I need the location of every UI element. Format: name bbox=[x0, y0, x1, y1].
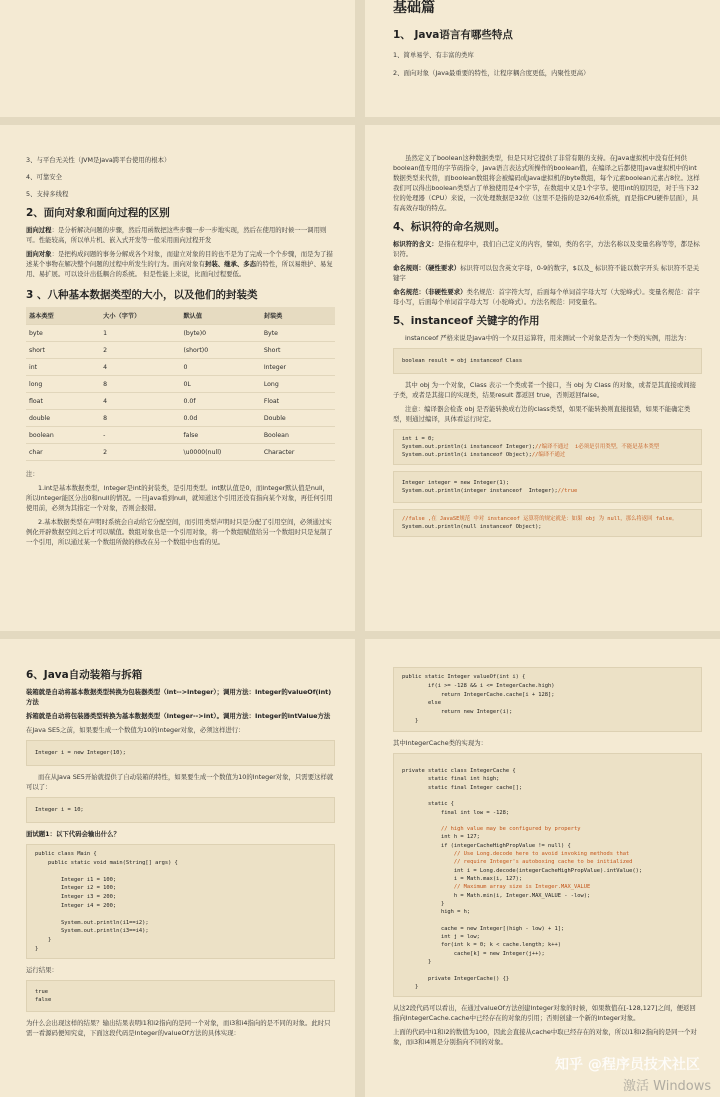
watermark-windows: 激活 Windows bbox=[623, 1079, 712, 1094]
section-heading-2: 2、面向对象和面向过程的区别 bbox=[26, 207, 170, 219]
table-row: short 2 (short)0 Short bbox=[26, 342, 335, 359]
code-block: public static Integer valueOf(int i) { if(i >= -128 && i <= IntegerCache.high) return IntegerCache.cache[i + 128]; else return new Integer(i); } bbox=[393, 667, 702, 732]
paragraph: 而在从Java SE5开始就提供了自动装箱的特性，如果要生成一个数值为10的Integer对象，只需要这样就可以了： bbox=[26, 773, 334, 791]
code-block: Integer i = new Integer(10); bbox=[26, 740, 335, 766]
list-item: 3、与平台无关性（JVM是Java跨平台使用的根本） bbox=[26, 156, 171, 164]
table-row: boolean - false Boolean bbox=[26, 427, 335, 444]
paragraph: 为什么会出现这样的结果？输出结果表明i1和i2指向的是同一个对象，而i3和i4指向的是不同的对象。此时只需一看源码便知究竟，下面这段代码是Integer的valueOf方法的具体实现： bbox=[26, 1019, 331, 1038]
code-block: Integer i = 10; bbox=[26, 797, 335, 823]
term-label: 面向对象 bbox=[26, 250, 52, 258]
list-item: 4、可靠安全 bbox=[26, 173, 63, 181]
code-block: //false ,在 JavaSE规范 中对 instanceof 运算符的规定就是：如果 obj 为 null，那么将返回 false。 System.out.println(null instanceof Object); bbox=[393, 509, 702, 537]
section-heading-4: 4、标识符的命名规则。 bbox=[393, 221, 506, 233]
paragraph: 标识符的含义：是指在程序中，我们自己定义的内容，譬如，类的名字，方法名称以及变量名称等等，都是标识符。 bbox=[393, 240, 700, 258]
code-block: int i = 0; System.out.println(i instanceof Integer);//编译不通过 i必须是引用类型，不能是基本类型 System.out.println(i instanceof Object);//编译不通过 bbox=[393, 429, 702, 465]
list-item: 1、简单易学、有丰富的类库 bbox=[393, 51, 474, 59]
page-blank bbox=[0, 0, 355, 117]
list-item: 5、支持多线程 bbox=[26, 190, 69, 198]
paragraph: 命名规范：（非硬性要求）类名规范：首字符大写，后面每个单词首字母大写（大驼峰式）。变量名规范：首字母小写，后面每个单词首字母大写（小驼峰式）。方法名规范：同变量名。 bbox=[393, 288, 700, 306]
table-row: long 8 0L Long bbox=[26, 376, 335, 393]
question-heading: 面试题1：以下代码会输出什么？ bbox=[26, 830, 120, 838]
paragraph: 面向过程：是分析解决问题的步骤，然后用函数把这些步骤一步一步地实现，然后在使用的时候一一调用则可。性能较高，所以单片机、嵌入式开发等一般采用面向过程开发 bbox=[26, 226, 327, 244]
paragraph: 注意：编译器会检查 obj 是否能转换成右边的class类型，如果不能转换则直接报错，如果不能确定类型，则通过编译，具体看运行时定。 bbox=[393, 405, 691, 423]
column-header: 基本类型 bbox=[26, 307, 100, 325]
paragraph: 其中IntegerCache类的实现为： bbox=[393, 738, 487, 747]
column-header: 大小（字节） bbox=[100, 307, 180, 325]
list-item: 2、面向对象（Java最重要的特性，让程序耦合度更低，内聚性更高） bbox=[393, 69, 590, 77]
bold-paragraph: 装箱就是自动将基本数据类型转换为包装器类型（int-->Integer）；调用方法：Integer的valueOf(int) 方法 bbox=[26, 688, 332, 706]
term-label: 面向过程 bbox=[26, 226, 52, 234]
paragraph: 虽然定义了boolean这种数据类型，但是只对它提供了非常有限的支持。在Java虚拟机中没有任何供boolean值专用的字节码指令，Java语言表达式所操作的boolean值，在编译之后都使用Java虚拟机中的int数据类型来代替，而boolean数组将会被编码成Java虚拟机的byte数组，每个元素boolean元素占8位。这样我们可以得出boolean类型占了单独使用是4个字节，在数组中又是1个字节。使用int的原因是，对于当下32位的处理器（CPU）来说，一次处理数据是32位（这里不是指的是32/64位系统，而是指CPU硬件层面），具有高效存取的特点。 bbox=[393, 154, 700, 212]
page-1 bbox=[365, 0, 720, 117]
code-block: public class Main { public static void main(String[] args) { Integer i1 = 100; Integer i2 = 100; Integer i3 = 200; Integer i4 = 200; System.out.println(i1==i2); System.out.println(i3==i4); } } bbox=[26, 844, 335, 959]
note-label: 注： bbox=[26, 470, 39, 478]
section-heading-6: 6、Java自动装箱与拆箱 bbox=[26, 669, 143, 681]
page-5 bbox=[365, 639, 720, 1097]
paragraph: 其中 obj 为一个对象，Class 表示一个类或者一个接口，当 obj 为 Class 的对象，或者是其直接或间接子类，或者是其接口的实现类，结果result 都返回 true，否则返回false。 bbox=[393, 381, 696, 399]
section-heading-1: 1、 Java语言有哪些特点 bbox=[393, 29, 513, 41]
paragraph: 在Java SE5之前，如果要生成一个数值为10的Integer对象，必须这样进行： bbox=[26, 726, 245, 734]
watermark-zhihu: 知乎 @程序员技术社区 bbox=[555, 1057, 700, 1073]
table-row: float 4 0.0f Float bbox=[26, 393, 335, 410]
section-heading-5: 5、instanceof 关键字的作用 bbox=[393, 315, 540, 327]
note-paragraph: 1.int是基本数据类型，Integer是int的封装类，是引用类型。int默认值是0，而Integer默认值是null，所以Integer能区分出0和null的情况。一旦java看到null，就知道这个引用还没有指向某个对象，再任何引用使用前，必须为其指定一个对象，否则会报错。 bbox=[26, 484, 333, 512]
table-header-row bbox=[26, 307, 335, 325]
types-table bbox=[26, 307, 335, 461]
page-3 bbox=[365, 125, 720, 631]
table-row: double 8 0.0d Double bbox=[26, 410, 335, 427]
table-row: int 4 0 Integer bbox=[26, 359, 335, 376]
code-block: true false bbox=[26, 980, 335, 1012]
column-header: 默认值 bbox=[180, 307, 260, 325]
page-2 bbox=[0, 125, 355, 631]
code-block: Integer integer = new Integer(1); System.out.println(integer instanceof Integer);//true bbox=[393, 471, 702, 503]
page-4 bbox=[0, 639, 355, 1097]
code-block: boolean result = obj instanceof Class bbox=[393, 348, 702, 374]
paragraph: 上面的代码中i1和i2的数值为100，因此会直接从cache中取已经存在的对象，所以i1和i2指向的是同一个对象，而i3和i4则是分别指向不同的对象。 bbox=[393, 1028, 697, 1047]
table-row: byte 1 (byte)0 Byte bbox=[26, 325, 335, 342]
paragraph: 命名规则：（硬性要求）标识符可以包含英文字母，0-9的数字，$以及_ 标识符不能以数字开头 标识符不是关键字 bbox=[393, 264, 700, 282]
bold-paragraph: 拆箱就是自动将包装器类型转换为基本数据类型（Integer-->int）。调用方法：Integer的intValue方法 bbox=[26, 712, 331, 720]
paragraph: 从这2段代码可以看出，在通过valueOf方法创建Integer对象的时候，如果数值在[-128,127]之间，便返回指向IntegerCache.cache中已经存在的对象的引用；否则创建一个新的Integer对象。 bbox=[393, 1004, 696, 1023]
table-row: char 2 \u0000(null) Character bbox=[26, 444, 335, 461]
note-paragraph: 2.基本数据类型在声明时系统会自动给它分配空间，而引用类型声明时只是分配了引用空间，必须通过实例化开辟数据空间之后才可以赋值。数组对象也是一个引用对象，将一个数组赋值给另一个数组时只是复制了一个引用，所以通过某一个数组所做的修改在另一个数组中也看的见。 bbox=[26, 518, 333, 546]
page-title: 基础篇 bbox=[393, 0, 435, 16]
column-header: 封装类 bbox=[261, 307, 335, 325]
paragraph: 运行结果： bbox=[26, 966, 58, 975]
code-block: private static class IntegerCache { static final int high; static final Integer cache[]; static { final int low = -128; // high value may be configured by property int h = 127; if (integerCacheHighPropValue != null) { // Use Long.decode here to avoid invoking methods that // require Integer's autoboxing cache to be initialized int i = Long.decode(integerCacheHighPropValue).intValue(); i = Math.max(i, 127); // Maximum array size is Integer.MAX_VALUE h = Math.min(i, Integer.MAX_VALUE - -low); } high = h; cache = new Integer[(high - low) + 1]; int j = low; for(int k = 0; k < cache.length; k++) cache[k] = new Integer(j++); } private IntegerCache() {} } bbox=[393, 753, 702, 997]
paragraph: instanceof 严格来说是Java中的一个双目运算符，用来测试一个对象是否为一个类的实例，用法为： bbox=[405, 334, 691, 342]
paragraph: 面向对象：是把构成问题的事务分解成各个对象，而建立对象的目的也不是为了完成一个个步骤，而是为了描述某个事物在解决整个问题的过程中所发生的行为。面向对象有封装、继承、多态的特性，所以易维护、易复用、易扩展。可以设计出低耦合的系统。 但是性能上来说，比面向过程要低。 bbox=[26, 250, 333, 278]
section-heading-3: 3 、八种基本数据类型的大小，以及他们的封装类 bbox=[26, 289, 258, 301]
